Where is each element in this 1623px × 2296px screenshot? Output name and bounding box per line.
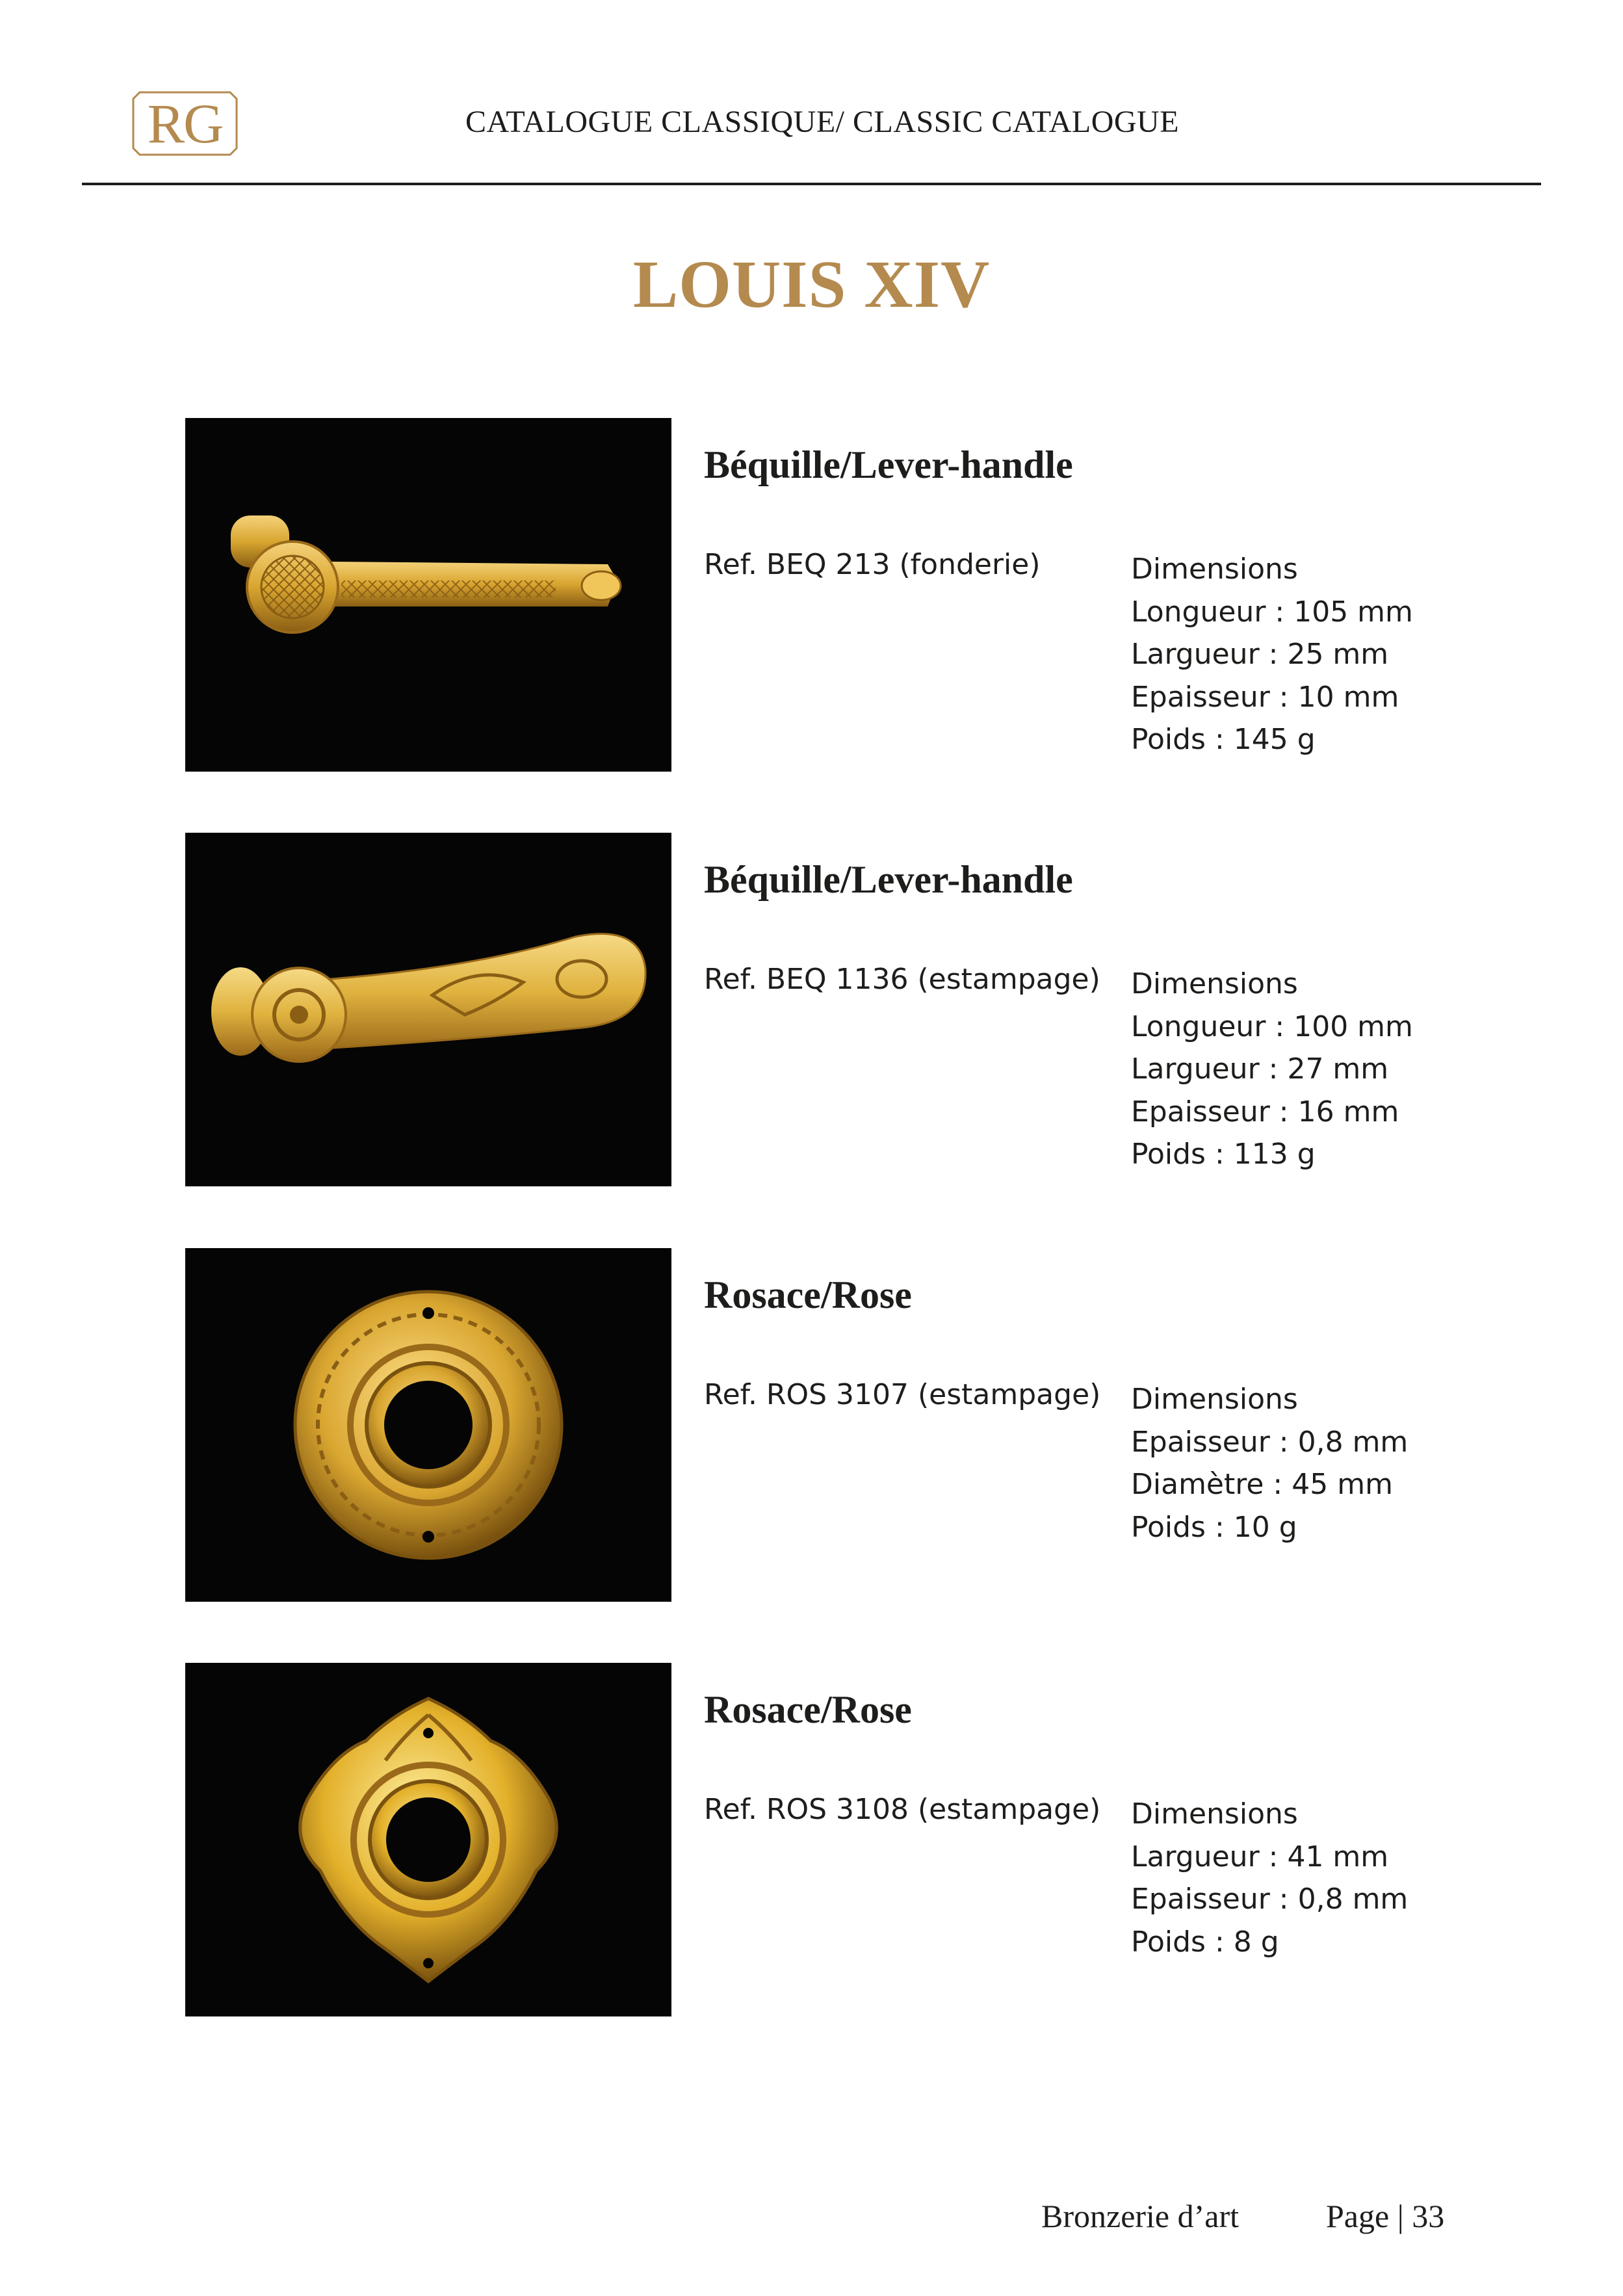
product-dimensions xyxy=(1131,1378,1408,1548)
product-dimensions xyxy=(1131,963,1413,1176)
page-title: LOUIS XIV xyxy=(632,247,991,322)
lever-handle-lattice-photo xyxy=(185,418,671,772)
product-card xyxy=(185,1248,1550,1602)
dimension-line: Epaisseur : 16 mm xyxy=(1131,1095,1399,1128)
dimension-line: Largueur : 27 mm xyxy=(1131,1052,1389,1086)
dimension-line: Poids : 8 g xyxy=(1131,1925,1279,1959)
product-ref: Ref. BEQ 1136 (estampage) xyxy=(704,963,1100,996)
product-title: Rosace/Rose xyxy=(704,1273,912,1316)
product-card xyxy=(185,833,1550,1186)
product-title: Rosace/Rose xyxy=(704,1688,912,1731)
dimension-line: Diamètre : 45 mm xyxy=(1131,1468,1393,1501)
dimension-line: Dimensions xyxy=(1131,1383,1298,1416)
dimension-line: Dimensions xyxy=(1131,553,1298,586)
dimension-line: Dimensions xyxy=(1131,967,1298,1000)
dimension-line: Longueur : 105 mm xyxy=(1131,595,1413,629)
dimension-line: Epaisseur : 0,8 mm xyxy=(1131,1425,1409,1459)
dimension-line: Epaisseur : 0,8 mm xyxy=(1131,1883,1409,1916)
product-title: Béquille/Lever-handle xyxy=(704,443,1073,486)
page-number: Page | 33 xyxy=(1326,2198,1445,2234)
product-ref: Ref. ROS 3107 (estampage) xyxy=(704,1378,1101,1411)
dimension-line: Poids : 145 g xyxy=(1131,723,1316,756)
shaped-rose-photo xyxy=(185,1663,671,2016)
product-dimensions xyxy=(1131,1793,1408,1963)
dimension-line: Longueur : 100 mm xyxy=(1131,1010,1413,1043)
dimension-line: Dimensions xyxy=(1131,1797,1298,1831)
product-title: Béquille/Lever-handle xyxy=(704,858,1073,901)
product-ref: Ref. BEQ 213 (fonderie) xyxy=(704,548,1041,581)
product-card xyxy=(185,1663,1550,2016)
product-dimensions xyxy=(1131,548,1413,761)
rg-logo xyxy=(132,91,238,156)
product-ref: Ref. ROS 3108 (estampage) xyxy=(704,1793,1101,1826)
dimension-line: Largueur : 25 mm xyxy=(1131,638,1389,671)
lever-handle-leaf-photo xyxy=(185,833,671,1186)
header-divider xyxy=(82,183,1541,185)
round-rose-photo xyxy=(185,1248,671,1602)
dimension-line: Poids : 113 g xyxy=(1131,1138,1316,1171)
dimension-line: Largueur : 41 mm xyxy=(1131,1840,1389,1873)
catalogue-title: CATALOGUE CLASSIQUE/ CLASSIC CATALOGUE xyxy=(465,105,1180,139)
footer-brand: Bronzerie d’art xyxy=(1041,2198,1240,2234)
dimension-line: Poids : 10 g xyxy=(1131,1510,1297,1544)
logo-text: RG xyxy=(147,92,223,155)
dimension-line: Epaisseur : 10 mm xyxy=(1131,680,1399,714)
product-card xyxy=(185,418,1550,772)
